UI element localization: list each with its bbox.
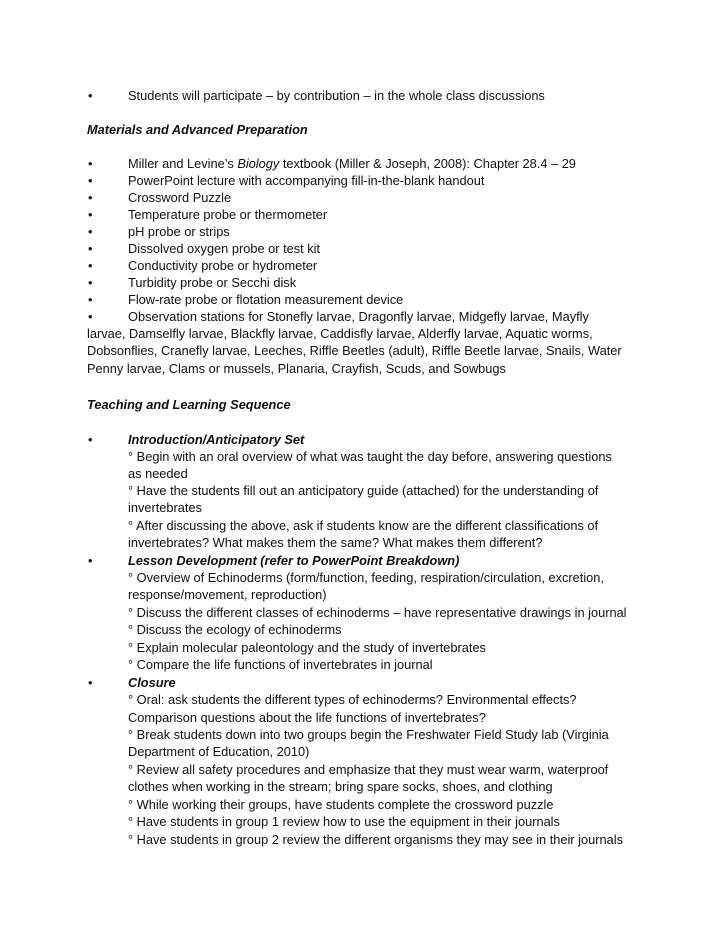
bullet-glyph: •: [88, 88, 93, 103]
bullet-glyph: •: [88, 190, 93, 205]
intro-line: ° Begin with an oral overview of what was taught the day before, answering questions: [128, 449, 612, 464]
observation-line: Penny larvae, Clams or mussels, Planaria, Crayfish, Scuds, and Sowbugs: [87, 361, 506, 376]
lesson-line: ° Compare the life functions of invertebrates in journal: [128, 657, 433, 672]
bullet-glyph: •: [88, 309, 93, 324]
intro-line: ° Have the students fill out an anticipatory guide (attached) for the understanding of: [128, 483, 599, 498]
materials-item: Turbidity probe or Secchi disk: [128, 275, 297, 290]
participation-bullet-text: Students will participate – by contribution – in the whole class discussions: [128, 88, 545, 103]
intro-line: as needed: [128, 466, 188, 481]
closure-line: ° Have students in group 1 review how to use the equipment in their journals: [128, 814, 560, 829]
closure-line: ° While working their groups, have students complete the crossword puzzle: [128, 797, 554, 812]
materials-item: Conductivity probe or hydrometer: [128, 258, 318, 273]
bullet-glyph: •: [88, 241, 93, 256]
textbook-suffix: textbook (Miller & Joseph, 2008): Chapter 28.4 – 29: [279, 156, 576, 171]
materials-item-textbook: [128, 155, 576, 172]
lesson-line: ° Discuss the different classes of echinoderms – have representative drawings in journal: [128, 605, 627, 620]
bullet-glyph: •: [88, 553, 93, 568]
observation-line: larvae, Damselfly larvae, Blackfly larvae, Caddisfly larvae, Alderfly larvae, Aquatic worms,: [87, 326, 593, 341]
bullet-glyph: •: [88, 207, 93, 222]
closure-line: ° Oral: ask students the different types of echinoderms? Environmental effects?: [128, 692, 577, 707]
lesson-line: ° Explain molecular paleontology and the study of invertebrates: [128, 640, 486, 655]
observation-line: Dobsonflies, Cranefly larvae, Leeches, Riffle Beetles (adult), Riffle Beetle larvae, Snails, Water: [87, 343, 622, 358]
intro-line: ° After discussing the above, ask if students know are the different classifications of: [128, 518, 599, 533]
textbook-title: Biology: [237, 156, 280, 171]
bullet-glyph: •: [88, 432, 93, 447]
lesson-title: Lesson Development (refer to PowerPoint Breakdown): [128, 553, 460, 568]
materials-item: Temperature probe or thermometer: [128, 207, 328, 222]
closure-line: Comparison questions about the life functions of invertebrates?: [128, 710, 486, 725]
bullet-glyph: •: [88, 675, 93, 690]
materials-heading: Materials and Advanced Preparation: [87, 122, 308, 137]
bullet-glyph: •: [88, 173, 93, 188]
closure-line: Department of Education, 2010): [128, 744, 310, 759]
textbook-prefix: Miller and Levine’s: [128, 156, 238, 171]
bullet-glyph: •: [88, 258, 93, 273]
bullet-glyph: •: [88, 156, 93, 171]
lesson-line: ° Overview of Echinoderms (form/function, feeding, respiration/circulation, excretion,: [128, 570, 604, 585]
materials-item: Dissolved oxygen probe or test kit: [128, 241, 321, 256]
lesson-line: response/movement, reproduction): [128, 587, 327, 602]
intro-line: invertebrates? What makes them the same? What makes them different?: [128, 535, 543, 550]
materials-item: pH probe or strips: [128, 224, 230, 239]
intro-title: Introduction/Anticipatory Set: [128, 432, 305, 447]
observation-line: Observation stations for Stonefly larvae, Dragonfly larvae, Midgefly larvae, Mayfly: [128, 309, 589, 324]
materials-item: PowerPoint lecture with accompanying fill-in-the-blank handout: [128, 173, 485, 188]
intro-line: invertebrates: [128, 500, 202, 515]
bullet-glyph: •: [88, 224, 93, 239]
lesson-line: ° Discuss the ecology of echinoderms: [128, 622, 342, 637]
bullet-glyph: •: [88, 292, 93, 307]
bullet-glyph: •: [88, 275, 93, 290]
teaching-heading: Teaching and Learning Sequence: [87, 397, 291, 412]
closure-line: clothes when working in the stream; bring spare socks, shoes, and clothing: [128, 779, 553, 794]
closure-line: ° Break students down into two groups begin the Freshwater Field Study lab (Virginia: [128, 727, 609, 742]
materials-item: Crossword Puzzle: [128, 190, 232, 205]
closure-title: Closure: [128, 675, 176, 690]
closure-line: ° Review all safety procedures and emphasize that they must wear warm, waterproof: [128, 762, 609, 777]
closure-line: ° Have students in group 2 review the different organisms they may see in their journals: [128, 832, 623, 847]
materials-item: Flow-rate probe or flotation measurement device: [128, 292, 404, 307]
